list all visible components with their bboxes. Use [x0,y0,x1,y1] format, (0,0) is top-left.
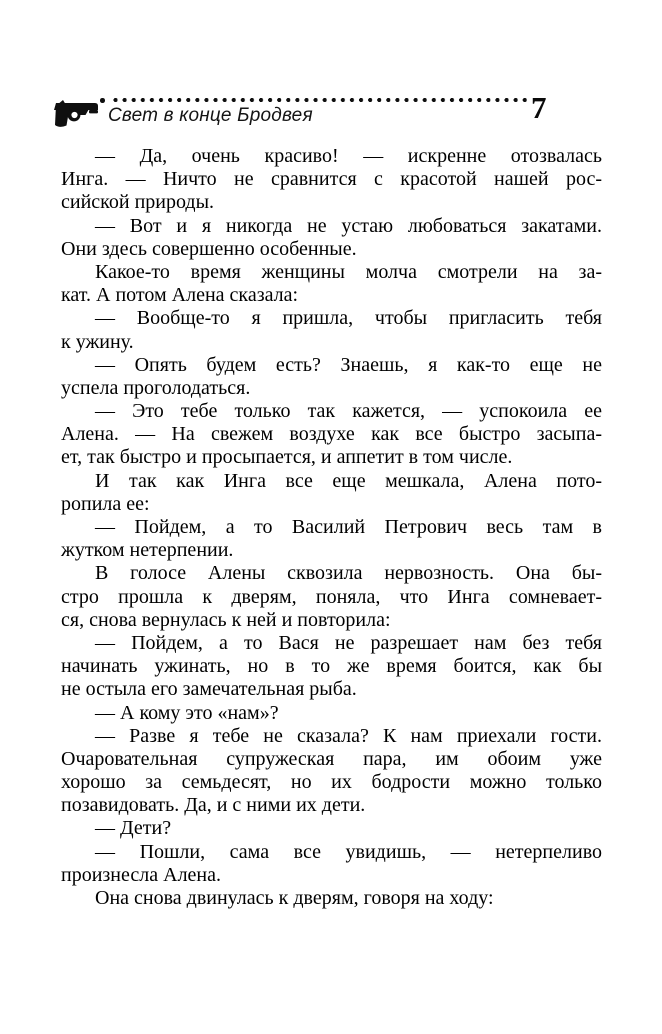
text-line: кат. А потом Алена сказала: [61,284,299,307]
text-line: — Это тебе только так кажется, — успокоила ее [95,400,602,423]
text-line: позавидовать. Да, и с ними их дети. [61,794,366,817]
text-line: Алена. — На свежем воздухе как все быстро засыпа- [61,423,602,446]
text-line: И так как Инга все еще мешкала, Алена пото- [95,469,602,492]
text-line: начинать ужинать, но в то же время боится, как бы [61,655,602,678]
text-line: стро прошла к дверям, поняла, что Инга сомневает- [61,585,602,608]
text-line: — А кому это «нам»? [95,701,279,724]
pistol-icon [54,99,99,127]
text-line: Инга. — Ничто не сравнится с красотой нашей рос- [61,168,602,191]
text-line: сийской природы. [61,191,215,214]
text-line: Она снова двинулась к дверям, говоря на ходу: [95,887,494,909]
running-header [0,0,662,140]
text-line: — Вообще-то я пришла, чтобы пригласить тебя [95,307,602,330]
text-line: ся, снова вернулась к ней и повторила: [61,608,391,631]
text-line: не остыла его замечательная рыба. [61,678,357,701]
dotted-rule [113,97,531,103]
text-line: — Пойдем, а то Вася не разрешает нам без тебя [95,631,602,654]
running-title: Свет в конце Бродвея [108,105,313,126]
text-line: — Да, очень красиво! — искренне отозвалась [95,145,602,167]
text-line: — Пошли, сама все увидишь, — нетерпеливо [95,840,602,863]
text-line: — Дети? [95,817,172,840]
dotted-rule-lead-dot [100,98,105,103]
text-line: Они здесь совершенно особенные. [61,237,357,260]
text-line: хорошо за семьдесят, но их бодрости можно только [61,771,602,794]
text-line: ет, так быстро и просыпается, и аппетит в том числе. [61,446,513,469]
text-line: — Вот и я никогда не устаю любоваться закатами. [95,214,602,237]
text-line: жутком нетерпении. [61,539,234,562]
text-line: Очаровательная супружеская пара, им обоим уже [61,747,602,770]
text-line: к ужину. [61,330,134,353]
text-line: — Пойдем, а то Василий Петрович весь там в [95,516,602,538]
text-line: успела проголодаться. [61,376,251,399]
page-number: 7 [531,90,547,125]
page-body [61,145,602,910]
text-line: Какое-то время женщины молча смотрели на за- [95,260,602,283]
text-line: — Опять будем есть? Знаешь, я как-то еще не [95,353,602,376]
text-line: В голосе Алены сквозила нервозность. Она бы- [95,562,602,585]
text-line: произнесла Алена. [61,863,221,886]
text-line: — Разве я тебе не сказала? К нам приехали гости. [95,724,602,747]
text-line: ропила ее: [61,492,150,515]
